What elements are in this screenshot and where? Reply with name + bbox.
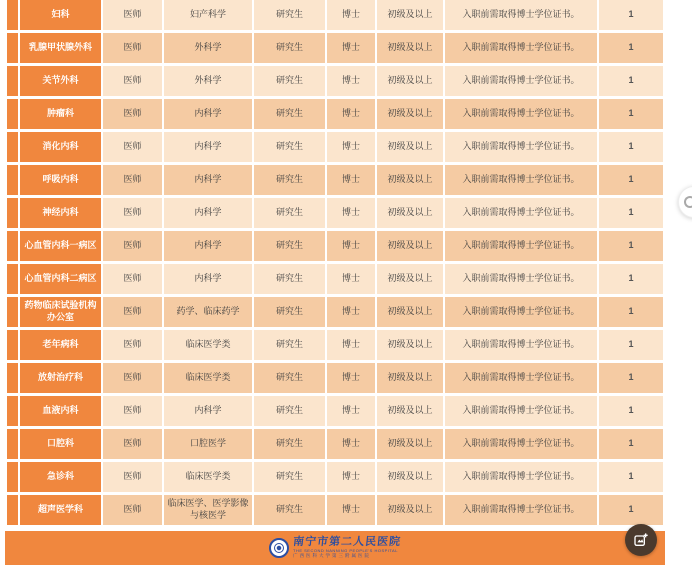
table-row	[7, 33, 663, 63]
cropped-left-column-cell	[7, 0, 18, 30]
table-row	[7, 396, 663, 426]
table-row	[7, 165, 663, 195]
requirement-cell: 入职前需取得博士学位证书。	[445, 429, 597, 459]
department-cell: 血液内科	[20, 396, 101, 426]
cropped-left-column-cell	[7, 165, 18, 195]
job-title-cell: 医师	[103, 33, 162, 63]
requirement-cell: 入职前需取得博士学位证书。	[445, 33, 597, 63]
degree-cell: 博士	[327, 231, 375, 261]
department-cell: 口腔科	[20, 429, 101, 459]
cropped-left-column-cell	[7, 297, 18, 327]
recruitment-table	[5, 0, 665, 528]
table-row	[7, 495, 663, 525]
department-cell: 急诊科	[20, 462, 101, 492]
cropped-left-column-cell	[7, 429, 18, 459]
education-cell: 研究生	[254, 462, 325, 492]
headcount-cell: 1	[599, 66, 663, 96]
specialty-cell: 妇产科学	[164, 0, 252, 30]
department-cell: 心血管内科一病区	[20, 231, 101, 261]
job-title-cell: 医师	[103, 132, 162, 162]
hospital-logo-text	[293, 537, 401, 559]
level-cell: 初级及以上	[377, 363, 443, 393]
department-cell: 药物临床试验机构办公室	[20, 297, 101, 327]
cropped-left-column-cell	[7, 99, 18, 129]
level-cell: 初级及以上	[377, 462, 443, 492]
table-row	[7, 297, 663, 327]
compose-icon	[633, 532, 649, 548]
level-cell: 初级及以上	[377, 264, 443, 294]
headcount-cell: 1	[599, 132, 663, 162]
specialty-cell: 内科学	[164, 132, 252, 162]
department-cell: 神经内科	[20, 198, 101, 228]
hospital-name: 南宁市第二人民医院	[292, 536, 402, 549]
specialty-cell: 药学、临床药学	[164, 297, 252, 327]
degree-cell: 博士	[327, 297, 375, 327]
level-cell: 初级及以上	[377, 0, 443, 30]
cropped-left-column-cell	[7, 231, 18, 261]
cropped-left-column-cell	[7, 33, 18, 63]
new-post-button[interactable]	[625, 524, 657, 556]
table-row	[7, 429, 663, 459]
specialty-cell: 内科学	[164, 165, 252, 195]
requirement-cell: 入职前需取得博士学位证书。	[445, 165, 597, 195]
job-title-cell: 医师	[103, 363, 162, 393]
cropped-left-column-cell	[7, 66, 18, 96]
specialty-cell: 内科学	[164, 231, 252, 261]
requirement-cell: 入职前需取得博士学位证书。	[445, 231, 597, 261]
table-row	[7, 231, 663, 261]
level-cell: 初级及以上	[377, 198, 443, 228]
requirement-cell: 入职前需取得博士学位证书。	[445, 396, 597, 426]
degree-cell: 博士	[327, 330, 375, 360]
requirement-cell: 入职前需取得博士学位证书。	[445, 297, 597, 327]
level-cell: 初级及以上	[377, 165, 443, 195]
side-handle-ring-icon	[684, 196, 692, 208]
table-row	[7, 264, 663, 294]
table-row	[7, 66, 663, 96]
hospital-logo	[269, 537, 401, 559]
level-cell: 初级及以上	[377, 33, 443, 63]
cropped-left-column-cell	[7, 363, 18, 393]
education-cell: 研究生	[254, 264, 325, 294]
level-cell: 初级及以上	[377, 99, 443, 129]
level-cell: 初级及以上	[377, 495, 443, 525]
degree-cell: 博士	[327, 0, 375, 30]
education-cell: 研究生	[254, 99, 325, 129]
headcount-cell: 1	[599, 429, 663, 459]
job-title-cell: 医师	[103, 495, 162, 525]
education-cell: 研究生	[254, 231, 325, 261]
education-cell: 研究生	[254, 0, 325, 30]
degree-cell: 博士	[327, 264, 375, 294]
headcount-cell: 1	[599, 165, 663, 195]
specialty-cell: 临床医学类	[164, 330, 252, 360]
table-row	[7, 330, 663, 360]
degree-cell: 博士	[327, 66, 375, 96]
headcount-cell: 1	[599, 495, 663, 525]
department-cell: 关节外科	[20, 66, 101, 96]
level-cell: 初级及以上	[377, 330, 443, 360]
education-cell: 研究生	[254, 165, 325, 195]
education-cell: 研究生	[254, 198, 325, 228]
cropped-left-column-cell	[7, 396, 18, 426]
specialty-cell: 内科学	[164, 99, 252, 129]
headcount-cell: 1	[599, 363, 663, 393]
education-cell: 研究生	[254, 330, 325, 360]
department-cell: 呼吸内科	[20, 165, 101, 195]
headcount-cell: 1	[599, 231, 663, 261]
headcount-cell: 1	[599, 297, 663, 327]
headcount-cell: 1	[599, 33, 663, 63]
department-cell: 妇科	[20, 0, 101, 30]
degree-cell: 博士	[327, 396, 375, 426]
cropped-left-column-cell	[7, 198, 18, 228]
department-cell: 超声医学科	[20, 495, 101, 525]
job-title-cell: 医师	[103, 264, 162, 294]
specialty-cell: 口腔医学	[164, 429, 252, 459]
requirement-cell: 入职前需取得博士学位证书。	[445, 462, 597, 492]
degree-cell: 博士	[327, 363, 375, 393]
level-cell: 初级及以上	[377, 231, 443, 261]
job-title-cell: 医师	[103, 231, 162, 261]
specialty-cell: 内科学	[164, 396, 252, 426]
headcount-cell: 1	[599, 264, 663, 294]
department-cell: 老年病科	[20, 330, 101, 360]
footer-bar	[5, 531, 665, 565]
cropped-left-column-cell	[7, 462, 18, 492]
specialty-cell: 外科学	[164, 33, 252, 63]
job-title-cell: 医师	[103, 99, 162, 129]
level-cell: 初级及以上	[377, 396, 443, 426]
department-cell: 放射治疗科	[20, 363, 101, 393]
job-title-cell: 医师	[103, 198, 162, 228]
level-cell: 初级及以上	[377, 66, 443, 96]
job-title-cell: 医师	[103, 429, 162, 459]
table-row	[7, 132, 663, 162]
education-cell: 研究生	[254, 363, 325, 393]
education-cell: 研究生	[254, 495, 325, 525]
table-body	[7, 0, 663, 525]
hospital-name-en: THE SECOND NANNING PEOPLE'S HOSPITAL	[293, 548, 398, 554]
degree-cell: 博士	[327, 165, 375, 195]
table-row	[7, 363, 663, 393]
specialty-cell: 外科学	[164, 66, 252, 96]
department-cell: 肿瘤科	[20, 99, 101, 129]
table-row	[7, 0, 663, 30]
job-title-cell: 医师	[103, 330, 162, 360]
department-cell: 心血管内科二病区	[20, 264, 101, 294]
cropped-left-column-cell	[7, 132, 18, 162]
degree-cell: 博士	[327, 495, 375, 525]
headcount-cell: 1	[599, 462, 663, 492]
education-cell: 研究生	[254, 396, 325, 426]
specialty-cell: 临床医学、医学影像与核医学	[164, 495, 252, 525]
table-row	[7, 462, 663, 492]
specialty-cell: 内科学	[164, 198, 252, 228]
degree-cell: 博士	[327, 429, 375, 459]
level-cell: 初级及以上	[377, 132, 443, 162]
job-title-cell: 医师	[103, 0, 162, 30]
education-cell: 研究生	[254, 33, 325, 63]
headcount-cell: 1	[599, 99, 663, 129]
education-cell: 研究生	[254, 297, 325, 327]
degree-cell: 博士	[327, 132, 375, 162]
headcount-cell: 1	[599, 0, 663, 30]
requirement-cell: 入职前需取得博士学位证书。	[445, 198, 597, 228]
level-cell: 初级及以上	[377, 297, 443, 327]
specialty-cell: 临床医学类	[164, 363, 252, 393]
degree-cell: 博士	[327, 99, 375, 129]
requirement-cell: 入职前需取得博士学位证书。	[445, 0, 597, 30]
job-title-cell: 医师	[103, 66, 162, 96]
requirement-cell: 入职前需取得博士学位证书。	[445, 264, 597, 294]
requirement-cell: 入职前需取得博士学位证书。	[445, 66, 597, 96]
degree-cell: 博士	[327, 198, 375, 228]
cropped-left-column-cell	[7, 330, 18, 360]
headcount-cell: 1	[599, 330, 663, 360]
headcount-cell: 1	[599, 396, 663, 426]
education-cell: 研究生	[254, 132, 325, 162]
table-row	[7, 198, 663, 228]
side-floating-handle[interactable]	[678, 186, 692, 218]
department-cell: 乳腺甲状腺外科	[20, 33, 101, 63]
cropped-left-column-cell	[7, 495, 18, 525]
specialty-cell: 临床医学类	[164, 462, 252, 492]
hospital-emblem-icon	[269, 538, 289, 558]
education-cell: 研究生	[254, 429, 325, 459]
department-cell: 消化内科	[20, 132, 101, 162]
degree-cell: 博士	[327, 33, 375, 63]
job-title-cell: 医师	[103, 165, 162, 195]
requirement-cell: 入职前需取得博士学位证书。	[445, 363, 597, 393]
hospital-affiliation: 广西医科大学第三附属医院	[293, 553, 371, 559]
requirement-cell: 入职前需取得博士学位证书。	[445, 99, 597, 129]
cropped-left-column-cell	[7, 264, 18, 294]
degree-cell: 博士	[327, 462, 375, 492]
job-title-cell: 医师	[103, 396, 162, 426]
specialty-cell: 内科学	[164, 264, 252, 294]
headcount-cell: 1	[599, 198, 663, 228]
job-title-cell: 医师	[103, 462, 162, 492]
education-cell: 研究生	[254, 66, 325, 96]
hospital-emblem-inner	[274, 543, 284, 553]
level-cell: 初级及以上	[377, 429, 443, 459]
job-title-cell: 医师	[103, 297, 162, 327]
requirement-cell: 入职前需取得博士学位证书。	[445, 330, 597, 360]
requirement-cell: 入职前需取得博士学位证书。	[445, 495, 597, 525]
table-row	[7, 99, 663, 129]
requirement-cell: 入职前需取得博士学位证书。	[445, 132, 597, 162]
